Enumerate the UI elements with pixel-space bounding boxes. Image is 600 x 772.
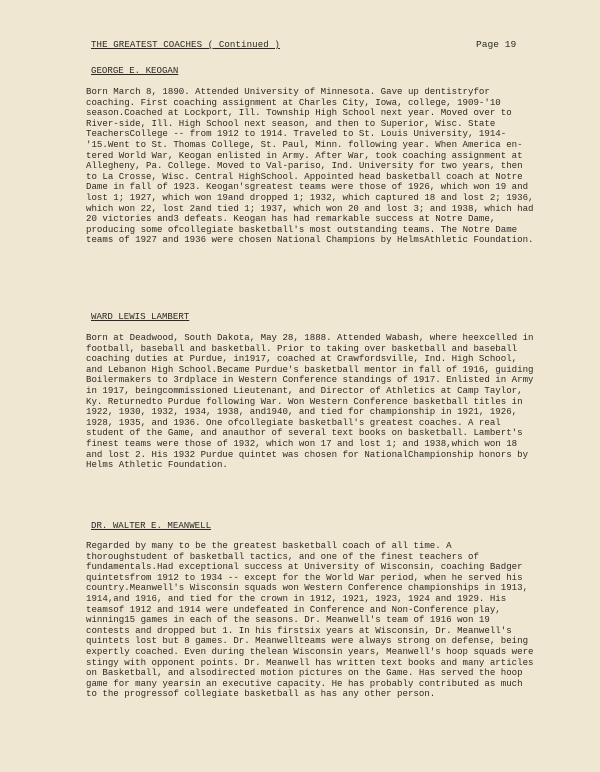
text-line: Dr. Meanwell's team of 1916 won 19 contests and dropped but 1. In his first	[86, 614, 490, 636]
text-line: Appointed head basketball coach at Notre Dame in fall of 1923. Keogan's	[86, 170, 523, 193]
page-header-title: THE GREATEST COACHES ( Continued )	[91, 39, 280, 50]
text-line: side, Ill. High School next season, and then to Superior, Wisc. State Teachers	[86, 117, 496, 140]
text-line: College -- from 1912 to 1914. Traveled to St. Louis University, 1914-'15.	[86, 128, 507, 150]
text-line: of 1912 and 1914 were undefeated in Conference and Non-Conference play, winning	[86, 603, 501, 626]
text-line: tered World War, Keogan enlisted in Army.	[86, 149, 310, 161]
text-line: Championship honors by Helms Athletic Foundation.	[86, 448, 529, 471]
text-line: author of several text books on basketball.	[233, 427, 469, 439]
page-number: Page 19	[476, 39, 517, 50]
text-line: Born March 8, 1890. Attended University of Minnesota. Gave up dentistry	[86, 86, 474, 97]
text-line: from 1912 to 1934 -- except for the World War period, when he served his country.	[86, 571, 523, 594]
text-line: Coached at Lockport, Ill. Township High School next year. Moved over to River-	[86, 107, 512, 129]
section-body-keogan	[86, 87, 534, 246]
text-line: student of basketball tactics, and one of the finest teachers of fundamentals.	[86, 550, 479, 573]
text-line: of collegiate basketball as has any other person.	[167, 688, 436, 700]
text-line: 15 games in each of the seasons.	[124, 614, 299, 626]
text-line: First coaching assignment at Charles City, Iowa, college, 1909-'10 season.	[86, 96, 501, 119]
text-line: and dropped 1; 1932, which captured 18 and lost 2; 1936, which won 22, lost 2	[86, 191, 534, 214]
text-line: 1940, and tied for championship in 1921, 1926, 1928, 1935, and 1936. One of	[86, 406, 518, 428]
text-line: lean Wisconsin years, Meanwell's hoop squads were stingy with opponent points.	[86, 645, 534, 668]
text-line: Went to St. Thomas College, St. Paul, Minn. following year. When America en-	[107, 138, 523, 150]
text-line: directed motion pictures on the Game. Has served the hoop game for many years	[86, 667, 523, 689]
text-line: greatest teams were those of 1926, which won 19 and lost 1; 1927, which won 19	[86, 181, 529, 203]
section-title-lambert: WARD LEWIS LAMBERT	[91, 311, 190, 322]
text-line: 1917, coached at Crawfordsville, Ind. High School, and Lebanon High School.	[86, 353, 518, 375]
section-body-meanwell	[86, 541, 534, 700]
text-line: in an executive capacity. He has probably contributed as much to the progress	[86, 677, 523, 700]
text-line: Born at Deadwood, South Dakota, May 28, 1888. Attended Wabash, where he	[86, 332, 474, 343]
text-line: pariso, Ind. University for two years, then to La Crosse, Wisc. Central High	[86, 160, 523, 182]
text-line: commissioned Lieutenant, and Director of Athletics at Camp Taylor, Ky. Returned	[86, 384, 523, 407]
text-line: excelled in football, baseball and basketball.	[86, 332, 534, 354]
text-line: Dr. Meanwell has written text books and many articles on Basketball, and also	[86, 656, 534, 679]
text-line: to Purdue following War.	[151, 395, 283, 407]
text-line: Regarded by many to be the greatest basketball coach of all time. A thorough	[86, 540, 452, 562]
text-line: Meanwell's Wisconsin squads won Western Conference championships in 1913, 1914,	[86, 582, 529, 604]
text-line: After War, took coaching assignment at Allegheny, Pa. College. Moved to Val-	[86, 149, 523, 172]
text-line: Had exceptional success at University of Wisconsin, coaching Badger quintets	[86, 561, 523, 583]
text-line: and 1916, and tied for the crown in 1912, 1921, 1923, 1924 and 1929. His teams	[86, 592, 507, 615]
text-line: The Notre Dame teams of 1927 and 1936 were chosen National Champions by Helms	[86, 223, 518, 246]
section-title-keogan: GEORGE E. KEOGAN	[91, 65, 179, 76]
text-line: for coaching.	[86, 86, 490, 108]
section-title-meanwell: DR. WALTER E. MEANWELL	[91, 520, 212, 531]
text-line: Athletic Foundation.	[424, 234, 534, 246]
text-line: teams were always strong on defense, being expertly coached. Even during the	[86, 635, 529, 657]
text-line: Lambert's finest teams were those of 1932, which won 17 and lost 1; and 1938,	[86, 427, 523, 449]
text-line: six years at Wisconsin, Dr. Meanwell's quintets lost but 8 games. Dr. Meanwell	[86, 624, 512, 647]
text-line: Won Western Conference basketball titles in 1922, 1930, 1932, 1934, 1938, and	[86, 395, 523, 418]
section-body-lambert	[86, 333, 534, 471]
text-line: collegiate basketball's greatest coaches. A real student of the Game, and an	[86, 416, 501, 439]
text-line: Became Purdue's basketball mentor in fall of 1916, guiding Boilermakers to 3rd	[86, 363, 534, 386]
text-line: Prior to taking over basketball and baseball coaching duties at Purdue, in	[86, 342, 518, 365]
text-line: collegiate basketball's most outstanding teams.	[178, 223, 436, 235]
text-line: and tied 1; 1937, which won 20 and lost 3; and 1938, which had 20 victories and	[86, 202, 534, 225]
text-line: 3 defeats. Keogan has had remarkable success at Notre Dame, producing some of	[86, 213, 496, 235]
text-line: School.	[260, 170, 299, 182]
text-line: which won 18 and lost 2. His 1932 Purdue quintet was chosen for National	[86, 437, 518, 460]
text-line: place in Western Conference standings of 1917. Enlisted in Army in 1917, being	[86, 374, 534, 396]
